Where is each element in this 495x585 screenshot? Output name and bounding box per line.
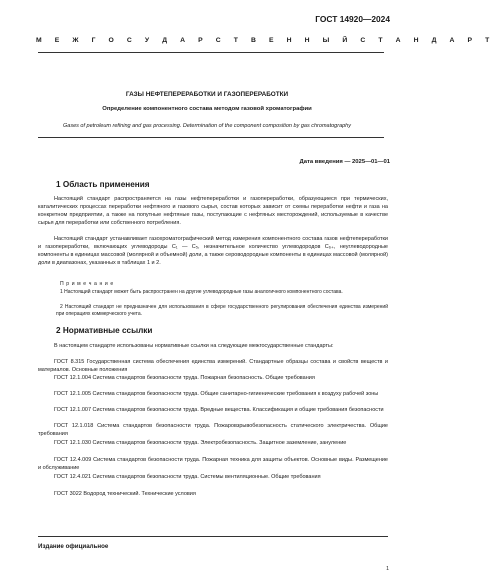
section-1-heading: 1 Область применения: [56, 180, 150, 189]
section-2-intro: В настоящем стандарте использованы нормативные ссылки на следующие межгосударственные стандарты:: [54, 343, 334, 349]
reference-item: ГОСТ 12.1.007 Система стандартов безопасности труда. Вредные вещества. Классификация и общие требования безопасности: [54, 407, 384, 413]
title-divider: [38, 137, 384, 138]
standard-number: ГОСТ 14920—2024: [315, 14, 390, 24]
reference-item: ГОСТ 3022 Водород технический. Технические условия: [54, 491, 196, 497]
section-1-paragraph-2: Настоящий стандарт устанавливает газохроматографический метод измерения компонентного состава газов нефтепереработки и газопереработки, включающих углеводороды C₁ — C₅, незначительное количество углеводородов C₆₊, неуглеводородные компоненты в единицах массовой (молярной и объемной) доли, а также сероводородные компоненты в единицах массовой (молярной) доли в диапазонах, указанных в таблицах 1 и 2.: [38, 236, 388, 266]
standard-type-banner: М Е Ж Г О С У Д А Р С Т В Е Н Н Ы Й С Т А Н Д А Р Т: [36, 37, 495, 44]
reference-item: ГОСТ 12.4.021 Система стандартов безопасности труда. Системы вентиляционные. Общие требования: [54, 474, 321, 480]
reference-item: ГОСТ 8.315 Государственная система обеспечения единства измерений. Стандартные образцы состава и свойств веществ и материалов. Основные положения: [38, 359, 388, 373]
reference-item: ГОСТ 12.1.030 Система стандартов безопасности труда. Электробезопасность. Защитное заземление, зануление: [54, 440, 347, 446]
reference-item: ГОСТ 12.1.018 Система стандартов безопасности труда. Пожаровзрывобезопасность статического электричества. Общие требования: [38, 423, 388, 437]
document-title: ГАЗЫ НЕФТЕПЕРЕРАБОТКИ И ГАЗОПЕРЕРАБОТКИ: [125, 91, 289, 98]
section-1-paragraph-1: Настоящий стандарт распространяется на газы нефтепереработки и газопереработки, образующиеся при термических, каталитических процессах переработки нефтяного и газового сырья, состав которых зависит от схемы переработки нефти и газа на конкретном предприятии, а также на попутные нефтяные газы, поступающие с нефтяных месторождений, используемые в качестве сырья для переработки или собственного потребления.: [38, 196, 388, 226]
document-subtitle: Определение компонентного состава методом газовой хроматографии: [102, 106, 312, 112]
page-number: 1: [386, 566, 389, 572]
note-1: 1 Настоящий стандарт может быть распространен на другие углеводородные газы аналогичного компонентного состава.: [60, 289, 343, 295]
reference-item: ГОСТ 12.1.005 Система стандартов безопасности труда. Общие санитарно-гигиенические требования к воздуху рабочей зоны: [54, 391, 379, 397]
note-2: 2 Настоящий стандарт не предназначен для использования в сфере государственного регулирования обеспечения единства измерений при операциях коммерческого учета.: [56, 304, 388, 317]
section-2-heading: 2 Нормативные ссылки: [56, 326, 153, 335]
english-title: Gases of petroleum refining and gas processing. Determination of the component composition by gas chromatography: [63, 123, 351, 129]
footer-divider: [38, 536, 388, 537]
reference-item: ГОСТ 12.1.004 Система стандартов безопасности труда. Пожарная безопасность. Общие требования: [54, 375, 315, 381]
reference-item: ГОСТ 12.4.009 Система стандартов безопасности труда. Пожарная техника для защиты объектов. Основные виды. Размещение и обслуживание: [38, 457, 388, 471]
notes-heading: П р и м е ч а н и е: [60, 281, 114, 287]
introduction-date: Дата введения — 2025—01—01: [299, 159, 390, 165]
official-edition-label: Издание официальное: [38, 543, 109, 550]
top-divider: [38, 52, 384, 53]
